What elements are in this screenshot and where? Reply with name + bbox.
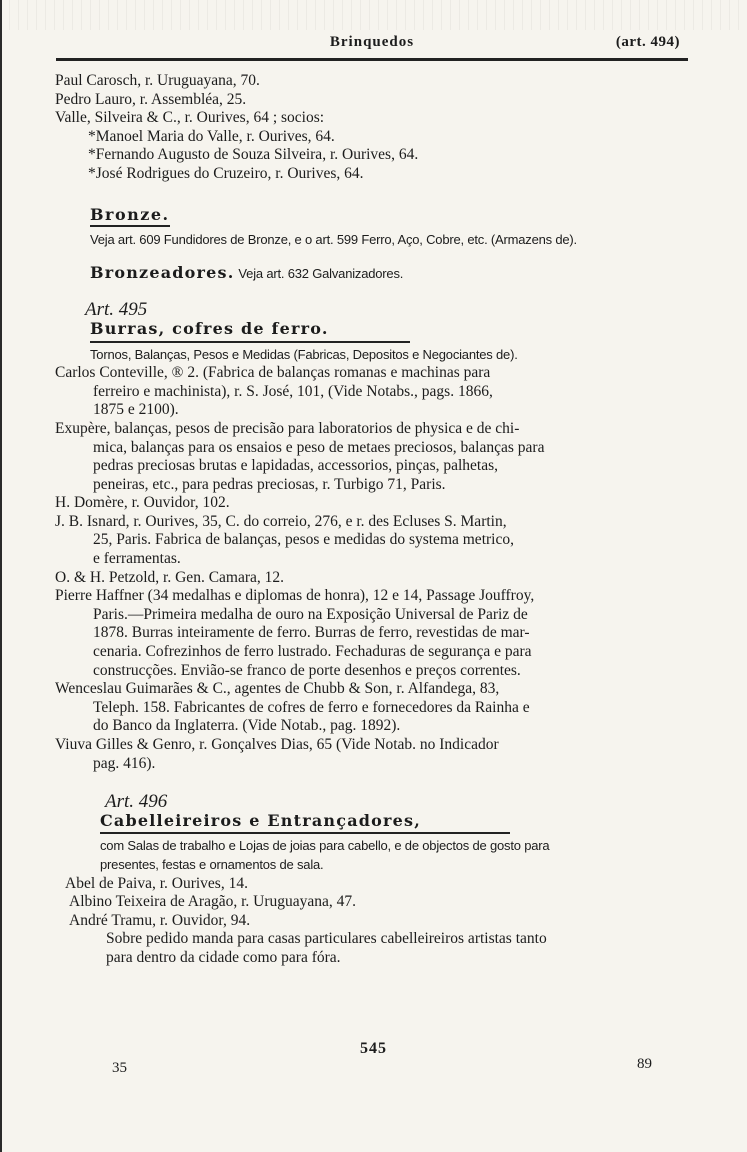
article-subtitle: com Salas de trabalho e Lojas de joias para cabello, e de objectos de gosto para bbox=[100, 838, 550, 854]
entry-line: Wenceslau Guimarães & C., agentes de Chubb & Son, r. Alfandega, 83, bbox=[55, 680, 500, 698]
running-header bbox=[56, 34, 688, 56]
title-rule bbox=[100, 832, 510, 834]
entry-line: *Fernando Augusto de Souza Silveira, r. Ourives, 64. bbox=[88, 146, 419, 164]
entry-line: Albino Teixeira de Aragão, r. Uruguayana, 47. bbox=[69, 893, 357, 911]
entry-line: H. Domère, r. Ouvidor, 102. bbox=[55, 494, 230, 512]
page-number: 545 bbox=[360, 1040, 387, 1057]
footer-left-mark: 35 bbox=[112, 1060, 127, 1076]
entry-line: construcções. Envião-se franco de porte desenhos e preços correntes. bbox=[93, 661, 521, 679]
scan-specks bbox=[0, 0, 747, 30]
entry-line: André Tramu, r. Ouvidor, 94. bbox=[69, 911, 251, 929]
entry-line: cenaria. Cofrezinhos de ferro lustrado. Fechaduras de segurança e para bbox=[93, 643, 532, 661]
entry-line: 1878. Burras inteiramente de ferro. Burras de ferro, revestidas de mar- bbox=[93, 624, 530, 642]
section-title: Bronzeadores. bbox=[90, 262, 235, 282]
entry-line: 1875 e 2100). bbox=[93, 401, 179, 419]
article-number: Art. 496 bbox=[105, 791, 168, 813]
section-title: Bronze. bbox=[90, 206, 170, 228]
entry-line: Sobre pedido manda para casas particulares cabelleireiros artistas tanto bbox=[106, 930, 547, 948]
entry-line: para dentro da cidade como para fóra. bbox=[106, 948, 341, 966]
article-subtitle: presentes, festas e ornamentos de sala. bbox=[100, 856, 324, 872]
entry-line: 25, Paris. Fabrica de balanças, pesos e medidas do systema metrico, bbox=[93, 531, 514, 549]
entry-line: Abel de Paiva, r. Ourives, 14. bbox=[65, 874, 248, 892]
section-bronzeadores bbox=[55, 264, 700, 284]
article-subtitle: Tornos, Balanças, Pesos e Medidas (Fabricas, Depositos e Negociantes de). bbox=[90, 346, 518, 362]
entry-line: Pierre Haffner (34 medalhas e diplomas de honra), 12 e 14, Passage Jouffroy, bbox=[55, 587, 535, 605]
page-content bbox=[55, 72, 700, 968]
entry-line: pag. 416). bbox=[93, 754, 156, 772]
section-note: Veja art. 609 Fundidores de Bronze, e o art. 599 Ferro, Aço, Cobre, etc. (Armazens de). bbox=[90, 232, 577, 248]
article-title: Burras, cofres de ferro. bbox=[90, 318, 329, 338]
entry-line: Paris.—Primeira medalha de ouro na Exposição Universal de Pariz de bbox=[93, 605, 528, 623]
entry-line: Carlos Conteville, ® 2. (Fabrica de balanças romanas e machinas para bbox=[55, 364, 491, 382]
entry-line: *José Rodrigues do Cruzeiro, r. Ourives, 64. bbox=[88, 164, 364, 182]
page-edge bbox=[0, 0, 6, 1152]
entry-line: Exupère, balanças, pesos de precisão para laboratorios de physica e de chi- bbox=[55, 419, 520, 437]
entry-line: pedras preciosas brutas e lapidadas, accessorios, pinças, palhetas, bbox=[93, 457, 499, 475]
entry-line: e ferramentas. bbox=[93, 550, 181, 568]
article-496 bbox=[55, 812, 700, 875]
entry-line: O. & H. Petzold, r. Gen. Camara, 12. bbox=[55, 568, 285, 586]
entry-line: *Manoel Maria do Valle, r. Ourives, 64. bbox=[88, 127, 335, 145]
entry-line: do Banco da Inglaterra. (Vide Notab., pag. 1892). bbox=[93, 717, 401, 735]
entry-line: J. B. Isnard, r. Ourives, 35, C. do correio, 276, e r. des Ecluses S. Martin, bbox=[55, 512, 507, 530]
entry-line: peneiras, etc., para pedras preciosas, r. Turbigo 71, Paris. bbox=[93, 475, 446, 493]
title-rule bbox=[90, 341, 410, 343]
entry-line: Valle, Silveira & C., r. Ourives, 64 ; socios: bbox=[55, 109, 325, 127]
header-article: (art. 494) bbox=[615, 34, 680, 50]
article-number: Art. 495 bbox=[85, 299, 148, 321]
header-title: Brinquedos bbox=[329, 34, 415, 50]
entry-line: Viuva Gilles & Genro, r. Gonçalves Dias, 65 (Vide Notab. no Indicador bbox=[55, 736, 499, 753]
section-note: Veja art. 632 Galvanizadores. bbox=[238, 265, 404, 281]
entry-line: ferreiro e machinista), r. S. José, 101, (Vide Notabs., pags. 1866, bbox=[93, 382, 493, 400]
page-footer bbox=[0, 1040, 747, 1080]
section-bronze bbox=[55, 184, 700, 250]
article-title: Cabelleireiros e Entrançadores, bbox=[100, 810, 422, 830]
entry-line: Paul Carosch, r. Uruguayana, 70. bbox=[55, 72, 260, 89]
header-rule bbox=[56, 58, 688, 61]
footer-right-mark: 89 bbox=[637, 1056, 652, 1072]
entry-line: mica, balanças para os ensaios e peso de metaes preciosos, balanças para bbox=[93, 438, 545, 456]
article-495 bbox=[55, 320, 700, 364]
entry-line: Teleph. 158. Fabricantes de cofres de ferro e fornecedores da Rainha e bbox=[93, 698, 530, 716]
entry-line: Pedro Lauro, r. Assembléa, 25. bbox=[55, 90, 247, 108]
